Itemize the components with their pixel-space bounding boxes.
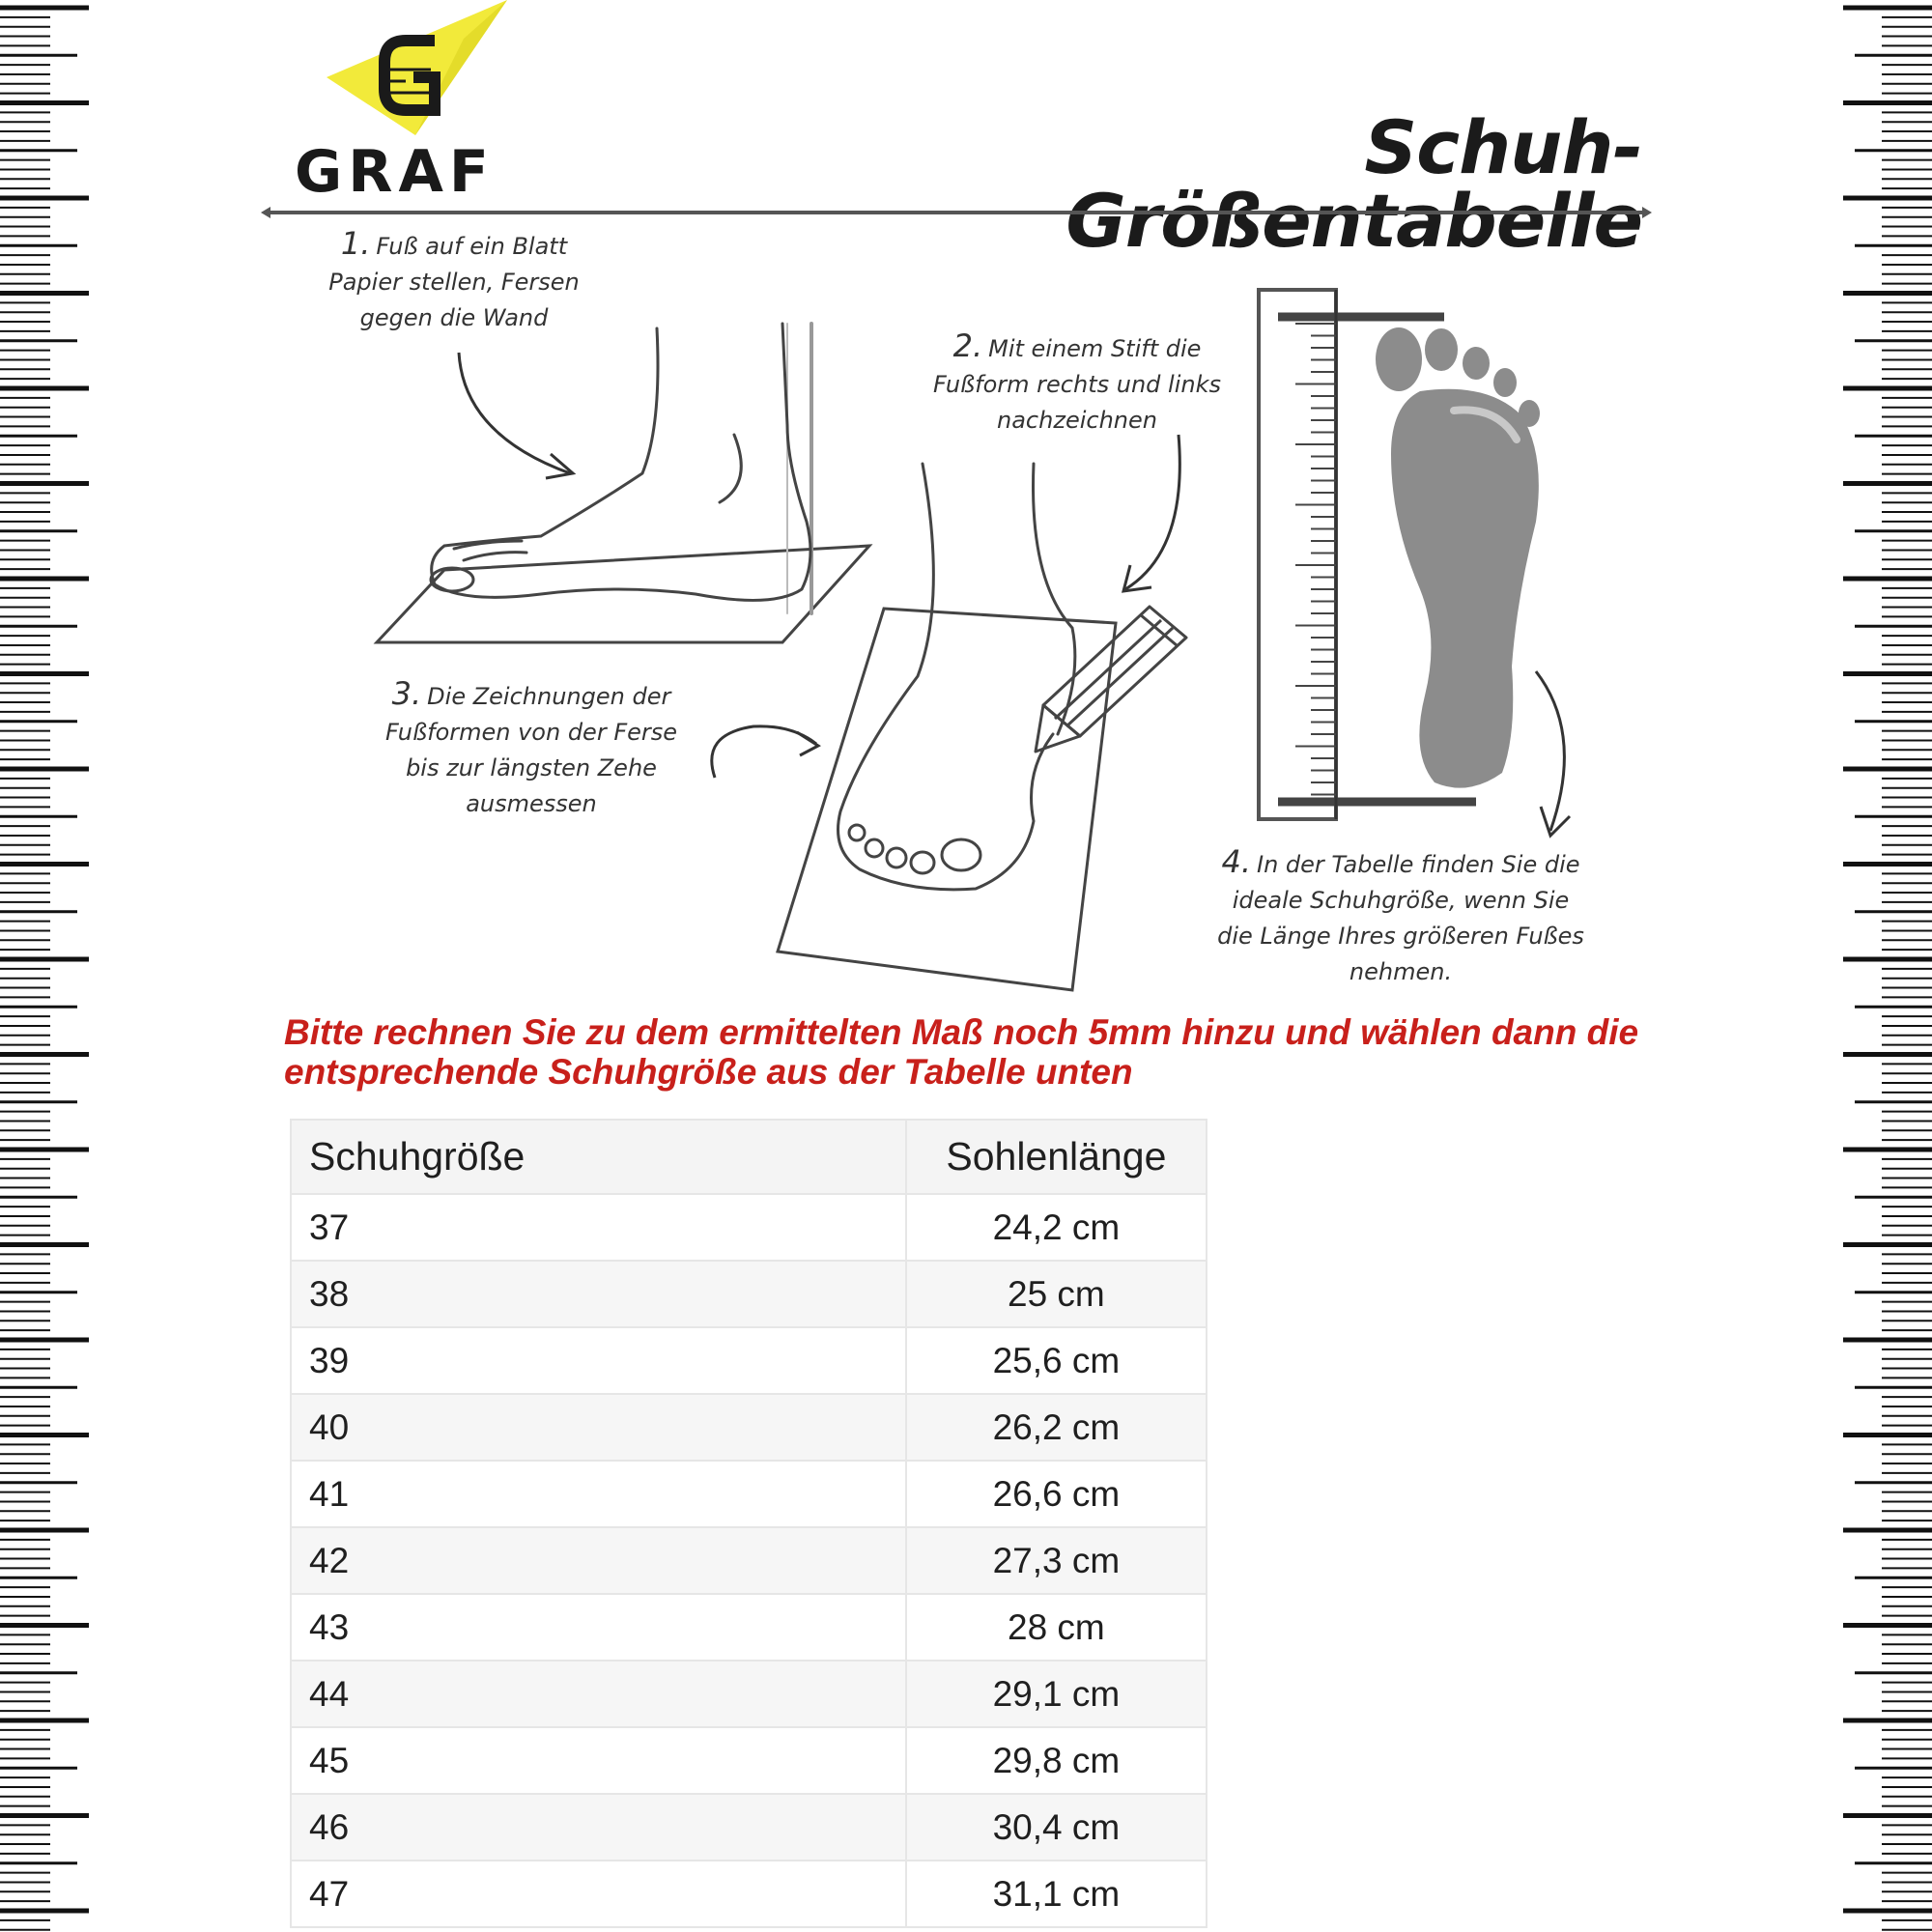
shoe-size-cell: 37 — [291, 1194, 906, 1261]
table-row — [291, 1727, 1207, 1794]
foot-tracing-icon — [778, 464, 1116, 990]
ruler-left-icon — [0, 0, 92, 1932]
table-row — [291, 1461, 1207, 1527]
table-row — [291, 1394, 1207, 1461]
table-row — [291, 1594, 1207, 1661]
shoe-size-cell: 38 — [291, 1261, 906, 1327]
step-3-number: 3. — [391, 675, 422, 712]
table-row — [291, 1527, 1207, 1594]
table-row — [291, 1327, 1207, 1394]
step-1-description: Fuß auf ein Blatt Papier stellen, Fersen gegen die Wand — [328, 233, 580, 331]
footprint-icon — [1376, 327, 1540, 788]
table-row — [291, 1794, 1207, 1861]
step-4-text — [1217, 844, 1584, 990]
sole-length-cell: 31,1 cm — [906, 1861, 1207, 1927]
shoe-size-cell: 45 — [291, 1727, 906, 1794]
sole-length-cell: 24,2 cm — [906, 1194, 1207, 1261]
sole-length-cell: 26,2 cm — [906, 1394, 1207, 1461]
sole-length-cell: 28 cm — [906, 1594, 1207, 1661]
shoe-size-cell: 46 — [291, 1794, 906, 1861]
step-4-description: In der Tabelle finden Sie die ideale Schuhgröße, wenn Sie die Länge Ihres größeren Fußes nehmen. — [1217, 851, 1584, 985]
pencil-icon — [1036, 607, 1186, 752]
step-2-number: 2. — [952, 327, 983, 364]
shoe-size-cell: 47 — [291, 1861, 906, 1927]
curved-arrow-icon — [1123, 435, 1179, 591]
shoe-size-cell: 41 — [291, 1461, 906, 1527]
notice-text: Bitte rechnen Sie zu dem ermittelten Maß noch 5mm hinzu und wählen dann die entsprechende Schuhgröße aus der Tabelle unten — [284, 1012, 1639, 1092]
header-sole-length: Sohlenlänge — [906, 1120, 1207, 1194]
sole-length-cell: 25 cm — [906, 1261, 1207, 1327]
shoe-size-cell: 44 — [291, 1661, 906, 1727]
sole-length-cell: 27,3 cm — [906, 1527, 1207, 1594]
table-row — [291, 1861, 1207, 1927]
step-3-text — [372, 676, 691, 822]
table-row — [291, 1261, 1207, 1327]
table-row — [291, 1194, 1207, 1261]
sole-length-cell: 26,6 cm — [906, 1461, 1207, 1527]
step-1-text — [309, 226, 599, 336]
step-2-text — [927, 328, 1227, 439]
shoe-size-cell: 43 — [291, 1594, 906, 1661]
sole-length-cell: 29,8 cm — [906, 1727, 1207, 1794]
shoe-size-cell: 40 — [291, 1394, 906, 1461]
shoe-size-cell: 39 — [291, 1327, 906, 1394]
title-divider — [261, 205, 1652, 220]
ruler-ticks — [1295, 324, 1336, 795]
curved-arrow-icon — [459, 353, 573, 478]
brand-logo-text: GRAF — [295, 138, 495, 206]
sole-length-cell: 29,1 cm — [906, 1661, 1207, 1727]
step-3-description: Die Zeichnungen der Fußformen von der Ferse bis zur längsten Zehe ausmessen — [384, 683, 678, 817]
sole-length-cell: 30,4 cm — [906, 1794, 1207, 1861]
step-2-description: Mit einem Stift die Fußform rechts und links nachzeichnen — [933, 335, 1221, 434]
curved-arrow-icon — [1536, 671, 1570, 836]
curved-arrow-icon — [712, 726, 818, 778]
table-row — [291, 1661, 1207, 1727]
header-shoe-size: Schuhgröße — [291, 1120, 906, 1194]
step-4-number: 4. — [1221, 843, 1251, 880]
measuring-ruler-icon — [1259, 290, 1476, 819]
step-1-number: 1. — [340, 225, 371, 262]
size-table — [290, 1119, 1208, 1928]
ruler-right-icon — [1840, 0, 1932, 1932]
page-title: Schuh-Größentabelle — [1065, 104, 1642, 264]
table-header-row — [291, 1120, 1207, 1194]
foot-on-paper-icon — [377, 324, 869, 642]
sole-length-cell: 25,6 cm — [906, 1327, 1207, 1394]
shoe-size-cell: 42 — [291, 1527, 906, 1594]
